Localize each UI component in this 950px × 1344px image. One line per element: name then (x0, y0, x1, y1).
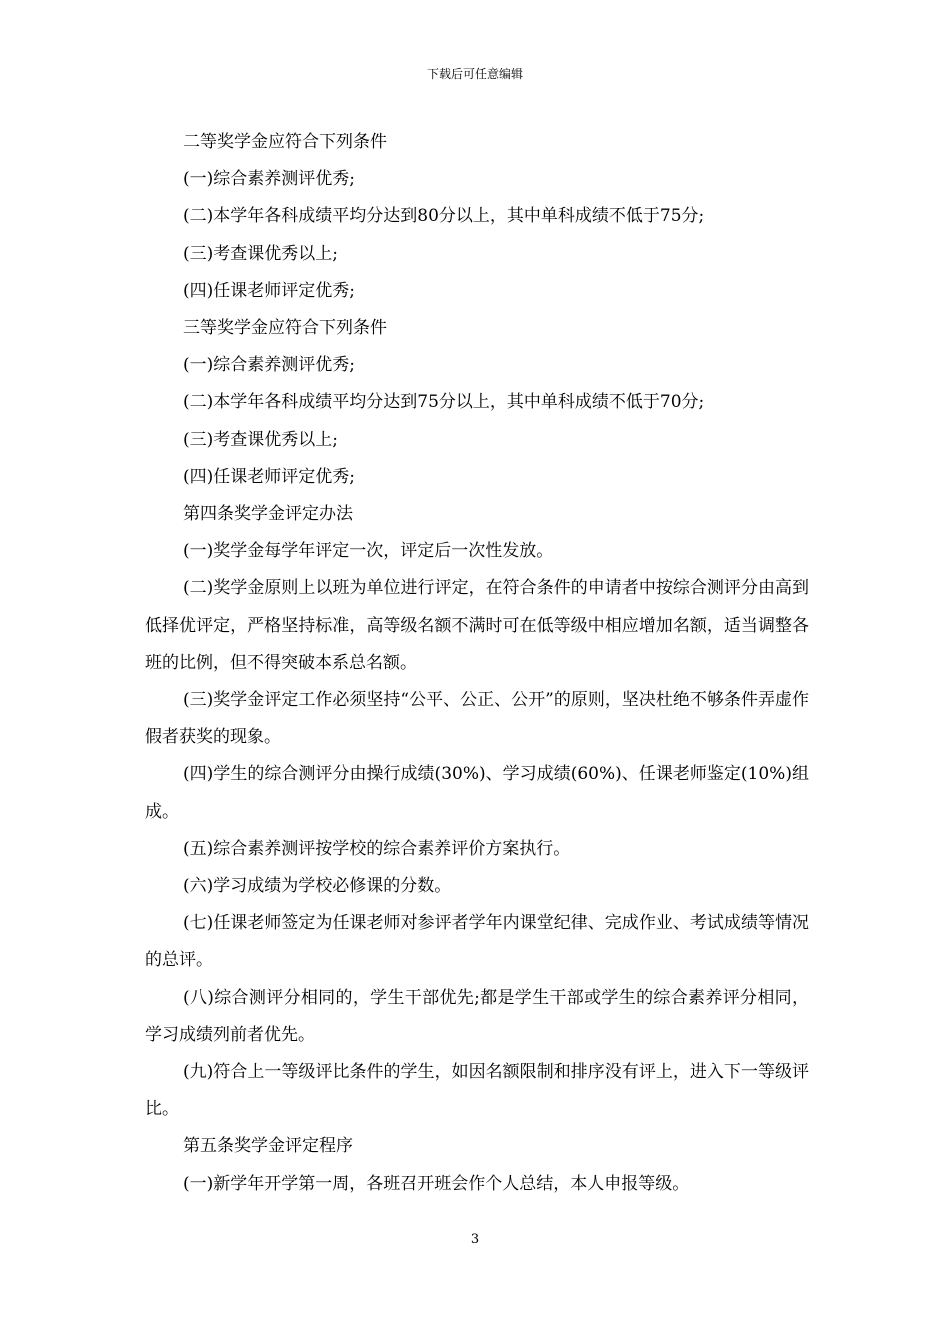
paragraph-16: (五)综合素养测评按学校的综合素养评价方案执行。 (183, 838, 571, 859)
paragraph-9: (三)考查课优秀以上; (183, 429, 338, 450)
paragraph-7: (一)综合素养测评优秀; (183, 355, 355, 376)
paragraph-6: 三等奖学金应符合下列条件 (183, 318, 387, 339)
paragraph-22: (一)新学年开学第一周，各班召开班会作个人总结，本人申报等级。 (183, 1173, 690, 1194)
paragraph-5: (四)任课老师评定优秀; (183, 280, 355, 301)
paragraph-17: (六)学习成绩为学校必修课的分数。 (183, 876, 452, 897)
paragraph-13: (二)奖学金原则上以班为单位进行评定，在符合条件的申请者中按综合测评分由高到低择优评定，严格坚持标准，高等级名额不满时可在低等级中相应增加名额，适当调整各班的比例，但不得突破本系总名额。 (145, 578, 809, 673)
paragraph-2: (一)综合素养测评优秀; (183, 169, 355, 190)
paragraph-8: (二)本学年各科成绩平均分达到75分以上，其中单科成绩不低于70分; (183, 392, 705, 413)
paragraph-15: (四)学生的综合测评分由操行成绩(30%)、学习成绩(60%)、任课老师鉴定(10%)组成。 (145, 764, 809, 822)
page-footer (0, 1232, 950, 1248)
paragraph-12: (一)奖学金每学年评定一次，评定后一次性发放。 (183, 541, 554, 562)
paragraph-3: (二)本学年各科成绩平均分达到80分以上，其中单科成绩不低于75分; (183, 206, 705, 227)
paragraph-21: 第五条奖学金评定程序 (183, 1136, 353, 1157)
paragraph-1: 二等奖学金应符合下列条件 (183, 132, 387, 152)
header-note: 下载后可任意编辑 (426, 67, 523, 81)
paragraph-18: (七)任课老师签定为任课老师对参评者学年内课堂纪律、完成作业、考试成绩等情况的总评。 (145, 913, 809, 971)
page-header (0, 66, 950, 82)
paragraph-14: (三)奖学金评定工作必须坚持“公平、公正、公开”的原则，坚决杜绝不够条件弄虚作假者获奖的现象。 (145, 690, 809, 748)
paragraph-19: (八)综合测评分相同的，学生干部优先;都是学生干部或学生的综合素养评分相同，学习成绩列前者优先。 (145, 987, 809, 1045)
page-number: 3 (470, 1232, 480, 1247)
paragraph-11: 第四条奖学金评定办法 (183, 504, 353, 525)
document-body (145, 124, 809, 1203)
paragraph-10: (四)任课老师评定优秀; (183, 466, 355, 487)
paragraph-4: (三)考查课优秀以上; (183, 243, 338, 264)
paragraph-20: (九)符合上一等级评比条件的学生，如因名额限制和排序没有评上，进入下一等级评比。 (145, 1062, 809, 1120)
